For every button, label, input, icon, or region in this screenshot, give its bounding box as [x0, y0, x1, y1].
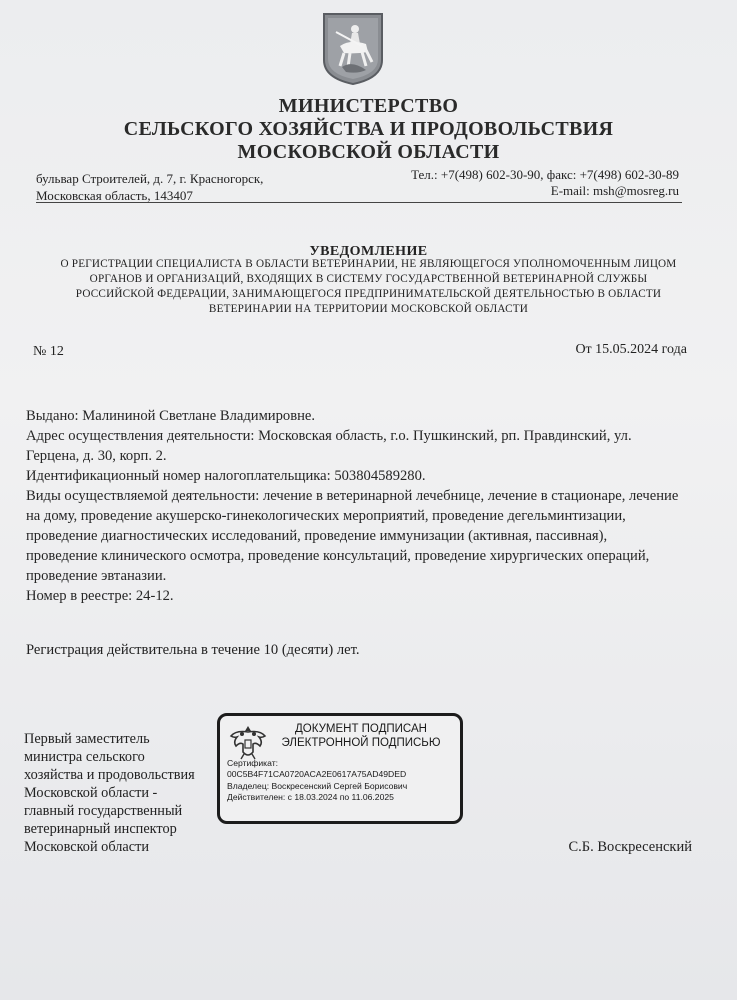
- notice-body: [26, 406, 698, 606]
- body-line: Номер в реестре: 24-12.: [26, 588, 174, 604]
- body-line: на дому, проведение акушерско-гинекологических мероприятий, проведение дегельминтизации,: [26, 508, 626, 524]
- address-line: бульвар Строителей, д. 7, г. Красногорск,: [36, 171, 264, 186]
- position-line: министра сельского: [24, 749, 145, 765]
- body-line: Выдано: Малининой Светлане Владимировне.: [26, 408, 316, 424]
- ministry-line: МИНИСТЕРСТВО: [278, 95, 459, 117]
- certificate-label: Сертификат:: [227, 758, 279, 768]
- body-line: Герцена, д. 30, корп. 2.: [26, 448, 167, 464]
- notice-number: № 12: [33, 344, 64, 359]
- position-line: Московской области -: [24, 785, 158, 801]
- ministry-line: МОСКОВСКОЙ ОБЛАСТИ: [237, 141, 500, 163]
- email-line: E-mail: msh@mosreg.ru: [550, 183, 679, 198]
- notice-date: От 15.05.2024 года: [575, 342, 687, 357]
- body-line: проведение эвтаназии.: [26, 568, 167, 584]
- position-line: хозяйства и продовольствия: [24, 767, 195, 783]
- position-line: Первый заместитель: [24, 731, 150, 747]
- body-line: Адрес осуществления деятельности: Московская область, г.о. Пушкинский, рп. Правдинский, ул.: [26, 428, 632, 444]
- stamp-heading: [268, 722, 454, 750]
- certificate-validity: Действителен: с 18.03.2024 по 11.06.2025: [227, 792, 394, 803]
- contact-info: [411, 167, 679, 199]
- ministry-name: [0, 95, 737, 164]
- notice-title: УВЕДОМЛЕНИЕ: [309, 244, 428, 259]
- certificate-owner: Владелец: Воскресенский Сергей Борисович: [227, 780, 408, 791]
- certificate-serial: 00C5B4F71CA0720ACA2E0617A75AD49DED: [227, 769, 407, 780]
- body-line: Виды осуществляемой деятельности: лечение в ветеринарной лечебнице, лечение в стационаре, лечение: [26, 488, 679, 504]
- position-line: Московской области: [24, 839, 149, 855]
- position-line: главный государственный: [24, 803, 183, 819]
- validity-statement: Регистрация действительна в течение 10 (десяти) лет.: [26, 642, 360, 658]
- ministry-line: СЕЛЬСКОГО ХОЗЯЙСТВА И ПРОДОВОЛЬСТВИЯ: [123, 118, 614, 140]
- stamp-details: [227, 758, 407, 804]
- stamp-heading-line: ДОКУМЕНТ ПОДПИСАН: [295, 723, 427, 735]
- signer-position: [24, 730, 195, 856]
- position-line: ветеринарный инспектор: [24, 821, 177, 837]
- electronic-signature-stamp: [217, 713, 463, 824]
- body-line: Идентификационный номер налогоплательщика: 503804589280.: [26, 468, 426, 484]
- phone-fax-line: Тел.: +7(498) 602-30-90, факс: +7(498) 602-30-89: [411, 167, 679, 182]
- notice-subtitle-line: РОССИЙСКОЙ ФЕДЕРАЦИИ, ЗАНИМАЮЩЕГОСЯ ПРЕДПРИНИМАТЕЛЬСКОЙ ДЕЯТЕЛЬНОСТЬЮ В ОБЛАСТИ: [75, 288, 662, 300]
- body-line: проведение клинического осмотра, проведение консультаций, проведение хирургических операций,: [26, 548, 650, 564]
- notice-subtitle-line: О РЕГИСТРАЦИИ СПЕЦИАЛИСТА В ОБЛАСТИ ВЕТЕРИНАРИИ, НЕ ЯВЛЯЮЩЕГОСЯ УПОЛНОМОЧЕННЫМ ЛИЦОМ: [60, 258, 677, 270]
- address-line: Московская область, 143407: [36, 188, 193, 203]
- header-divider: [36, 202, 682, 203]
- signer-name: С.Б. Воскресенский: [568, 839, 692, 855]
- russian-coat-of-arms-icon: [228, 722, 268, 762]
- notice-subtitle: [22, 257, 715, 317]
- body-line: проведение диагностических исследований, проведение иммунизации (активная, пассивная),: [26, 528, 608, 544]
- notice-subtitle-line: ВЕТЕРИНАРИИ НА ТЕРРИТОРИИ МОСКОВСКОЙ ОБЛАСТИ: [208, 303, 529, 315]
- notice-subtitle-line: ОРГАНОВ И ОРГАНИЗАЦИЙ, ВХОДЯЩИХ В СИСТЕМУ ГОСУДАРСТВЕННОЙ ВЕТЕРИНАРНОЙ СЛУЖБЫ: [89, 273, 648, 285]
- postal-address: [36, 170, 263, 204]
- stamp-heading-line: ЭЛЕКТРОННОЙ ПОДПИСЬЮ: [281, 737, 441, 749]
- moscow-region-coat-of-arms-icon: [322, 12, 384, 86]
